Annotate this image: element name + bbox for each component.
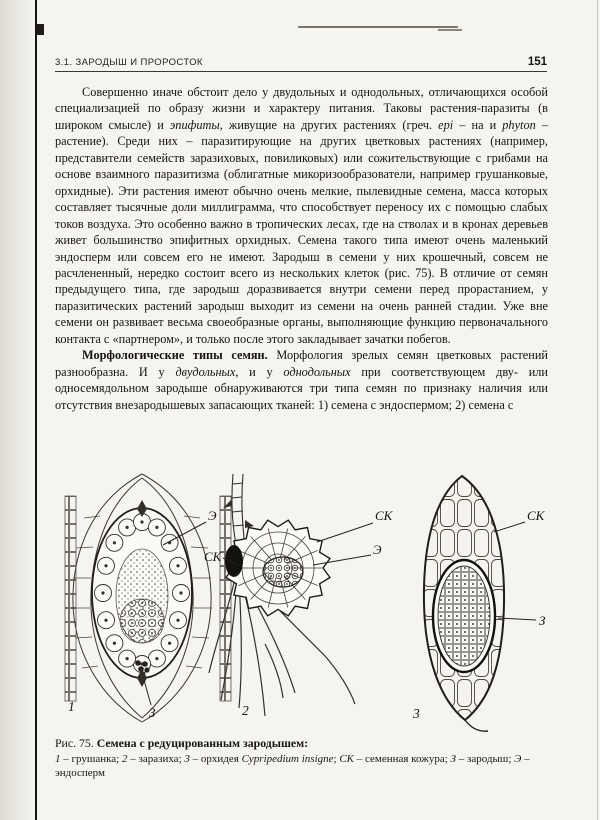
- caption-title: Семена с редуцированным зародышем:: [93, 736, 309, 750]
- caption-title-line: [55, 736, 547, 751]
- embryo-cells: [438, 566, 490, 666]
- caption-legend: 1 – грушанка; 2 – заразиха; 3 – орхидея Cypripedium insigne; СК – семенная кожура; З – зародыш; Э – эндосперм: [55, 753, 530, 779]
- tissue-strand-left: [65, 496, 76, 701]
- section-heading: 3.1. ЗАРОДЫШ И ПРОРОСТОК: [55, 57, 203, 68]
- paragraph-2: Морфологические типы семян. Морфология зрелых семян цветковых растений разнообразна. И у двудольных, и у однодольных при соответствующем дву- или односемядольном зародыше обнаруживаются три типа семян по признаку наличия или отсутствия внезародышевых запасающих тканей: 1) семена с эндоспермом; 2) семена с: [55, 348, 548, 412]
- header-rule: [55, 71, 547, 72]
- scale-leaf: [223, 500, 232, 508]
- label-line: [144, 680, 151, 705]
- seedcoat-label: СК: [527, 508, 545, 523]
- figure-75: [55, 468, 547, 730]
- seedcoat-label-top: СК: [375, 508, 393, 523]
- caption-prefix: Рис. 75.: [55, 736, 94, 750]
- drawing-orchid-seed: [405, 468, 555, 740]
- body-text: [55, 84, 548, 413]
- scan-artifact: [298, 26, 458, 28]
- label-line: [317, 523, 373, 542]
- page-header: [55, 56, 547, 68]
- host-stem: [232, 474, 245, 546]
- drawing-orobanche-seed: [203, 468, 408, 730]
- page-right-edge: [597, 0, 598, 820]
- embryo-label: З: [149, 705, 156, 720]
- page-number: 151: [527, 56, 547, 68]
- paragraph-1: Совершенно иначе обстоит дело у двудольных и однодольных, отличающихся особой специализацией по образу жизни и характеру питания. Таковы растения-паразиты (в широком смысле) и эпифиты, живущие на других растениях (греч. epi – на и phyton – растение). Среди них – паразитирующие на других цветковых растениях (например, представители семейств заразиховых, повиликовых) или сожительствующие с грибами на основе взаимного паразитизма (облигатные микоризообразователи, например грушанковые, орхидные). Эти растения имеют обычно очень мелкие, пылевидные семена, масса которых составляет тысячные доли миллиграмма, что способствует переносу их с помощью слабых токов воздуха. Это особенно важно в тропических лесах, где на стволах и в кронах деревьев живет большинство эпифитных орхидных. Семена такого типа имеют очень маленький эндосперм или совсем его не имеют. Зародыш в семени у них крошечный, совсем не расчлененный, нередко состоит всего из нескольких клеток (рис. 75). В отличие от семян предыдущего типа, где зародыш доразвивается внутри семени перед прорастанием, у паразитических растений зародыш выходит из семени на очень ранней стадии. Уже вне семени он развивает весьма своеобразные органы, выполняющие функцию первоначального контакта с «партнером», и только после этого закладывает зачатки побегов.: [55, 85, 548, 346]
- endosperm-label: Э: [373, 542, 382, 557]
- drawing-number: 3: [413, 706, 420, 721]
- scan-artifact: [37, 24, 44, 35]
- hilum-attachment: [225, 545, 243, 577]
- drawing-number: 2: [242, 703, 249, 718]
- scale-leaf: [245, 520, 254, 528]
- scan-artifact: [438, 29, 462, 31]
- endosperm-cells: [120, 599, 164, 643]
- figure-caption: [55, 736, 547, 780]
- seed-tail: [465, 720, 488, 731]
- seedcoat-label-left: СК: [204, 549, 222, 564]
- embryo-label: З: [539, 613, 546, 628]
- label-line: [494, 522, 525, 532]
- embryo-endosperm-mass: [263, 557, 303, 587]
- endosperm-label: Э: [208, 508, 217, 523]
- page-left-edge: [0, 0, 35, 820]
- page-gutter-line: [35, 0, 37, 820]
- drawing-number: 1: [68, 699, 75, 714]
